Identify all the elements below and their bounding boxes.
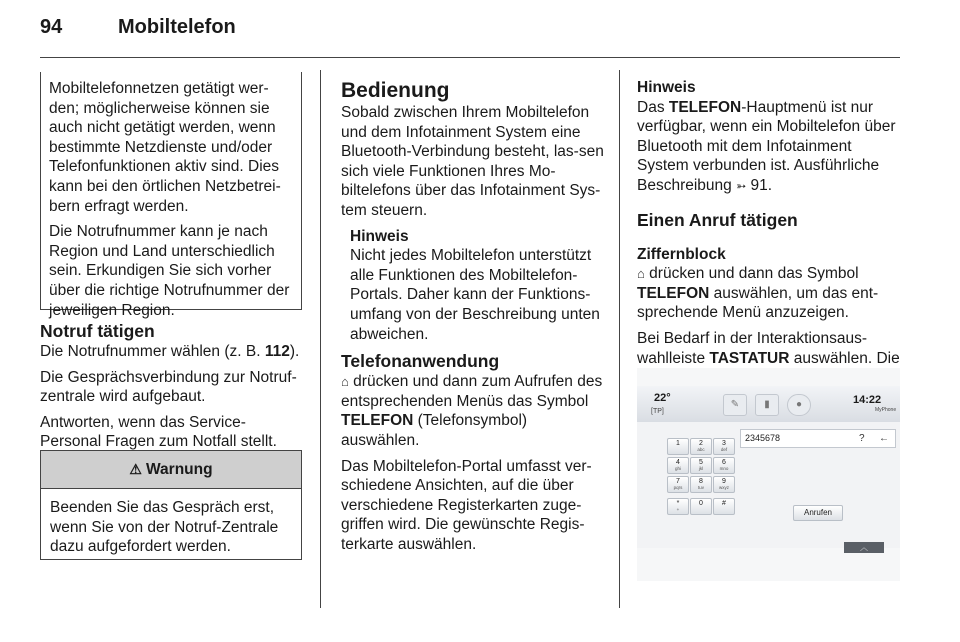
paragraph: Die Gesprächsverbindung zur Notruf-zentrale wird aufgebaut. [40, 368, 297, 406]
clock: 14:22 [853, 394, 882, 406]
dial-input[interactable]: 2345678 [740, 429, 896, 448]
home-button-icon: ⌂ [341, 374, 349, 390]
call-button[interactable]: Anrufen [793, 505, 843, 521]
paragraph: ⌂ drücken und dann zum Aufrufen des entsprechenden Menüs das Symbol TELEFON (Telefonsymbol) auswählen. [341, 373, 603, 449]
contacts-tab-icon[interactable]: ▮ [755, 394, 779, 416]
emergency-section [40, 320, 302, 452]
keypad-key[interactable]: 5 jkl [690, 457, 712, 474]
paragraph: ⌂ drücken und dann das Symbol TELEFON auswählen, um das ent-sprechende Menü anzuzeigen. [637, 265, 879, 322]
header-rule [40, 57, 900, 58]
tp-indicator: [TP] [651, 408, 664, 415]
paragraph: Die Notrufnummer kann je nach Region und Land unterschiedlich sein. Erkundigen Sie sich vorher über die richtige Notrufnummer der jeweiligen Region. [49, 223, 290, 319]
paragraph: Sobald zwischen Ihrem Mobiltelefon und dem Infotainment System eine Bluetooth-Verbindung besteht, las-sen sich viele Funktionen Ihres Mo-biltelefons über das Infotainment Sys-tem steuern. [341, 104, 604, 219]
keypad-key[interactable]: # [713, 498, 735, 515]
hint-title: Hinweis [350, 227, 409, 245]
paragraph: Antworten, wenn das Service-Personal Fragen zum Notfall stellt. [40, 413, 277, 451]
keypad-key[interactable]: * + [667, 498, 689, 515]
paragraph: Bei Bedarf in der Interaktionsaus-wahlleiste TASTATUR auswählen. Die [637, 329, 900, 367]
hint-title: Hinweis [637, 79, 696, 96]
subsection-title: Ziffernblock [637, 245, 726, 263]
running-title: Mobiltelefon [118, 16, 236, 38]
warning-header [41, 451, 301, 489]
hint-text: Das TELEFON-Hauptmenü ist nur verfügbar, wenn ein Mobiltelefon über Bluetooth mit dem Infotainment System verbunden ist. Ausführliche Beschreibung ➳ 91. [637, 98, 896, 194]
keypad-key[interactable]: 7 pqrs [667, 476, 689, 493]
keypad-key[interactable]: 1 [667, 438, 689, 455]
keypad-key[interactable]: 3 def [713, 438, 735, 455]
warning-body: Beenden Sie das Gespräch erst, wenn Sie von der Notruf-Zentrale dazu aufgefordert werden. [50, 499, 279, 556]
keypad-key[interactable]: 0 [690, 498, 712, 515]
settings-tab-icon[interactable]: ● [787, 394, 811, 416]
keypad-key[interactable]: 4 ghi [667, 457, 689, 474]
call-section [637, 78, 902, 388]
infotainment-screenshot [637, 368, 900, 581]
voicemail-icon[interactable]: ? [859, 433, 865, 444]
phone-name: MyPhone [875, 407, 897, 413]
subsection-title: Telefonanwendung [341, 351, 500, 372]
backspace-icon[interactable]: ← [879, 433, 889, 444]
emergency-number: 112 [264, 343, 290, 360]
column-divider [320, 70, 321, 608]
chevron-up-icon[interactable]: ︿ [844, 542, 884, 553]
continued-note-text [49, 79, 297, 320]
phone-tab-icon[interactable]: ✎ [723, 394, 747, 416]
warning-box [40, 450, 302, 560]
warning-title: Warnung [145, 460, 213, 478]
section-title: Notruf tätigen [40, 321, 155, 341]
temperature-readout: 22° [654, 392, 671, 404]
section-title: Einen Anruf tätigen [637, 209, 798, 230]
paragraph: Das Mobiltelefon-Portal umfasst ver-schiedene Ansichten, auf die über verschiedene Registerkarten zuge-griffen wird. Die gewünschte Regis-terkarte auswählen. [341, 457, 592, 553]
operation-section [341, 78, 607, 554]
paragraph: Mobiltelefonnetzen getätigt wer-den; möglicherweise können sie auch nicht getätigt werden, wenn bestimmte Netzdienste und/oder Telefonfunktionen aktiv sind. Dies kann bei den örtlichen Netzbetrei-bern erfragt werden. [49, 80, 281, 215]
reference-arrow-icon: ➳ [736, 178, 747, 193]
column-divider [619, 70, 620, 608]
keypad-key[interactable]: 6 mno [713, 457, 735, 474]
page-number: 94 [40, 16, 63, 38]
hint-text: Nicht jedes Mobiltelefon unterstützt alle Funktionen des Mobiltelefon-Portals. Daher kann der Funktions-umfang von der Beschreibung unten abweichen. [350, 247, 600, 343]
keypad-key[interactable]: 2 abc [690, 438, 712, 455]
hint-note [341, 227, 607, 345]
keypad-key[interactable]: 8 tuv [690, 476, 712, 493]
home-button-icon: ⌂ [637, 266, 645, 282]
warning-triangle-icon: ⚠ [129, 460, 142, 477]
section-title: Bedienung [341, 79, 450, 102]
keypad-key[interactable]: 9 wxyz [713, 476, 735, 493]
paragraph: Die Notrufnummer wählen (z. B. 112). [40, 343, 300, 360]
